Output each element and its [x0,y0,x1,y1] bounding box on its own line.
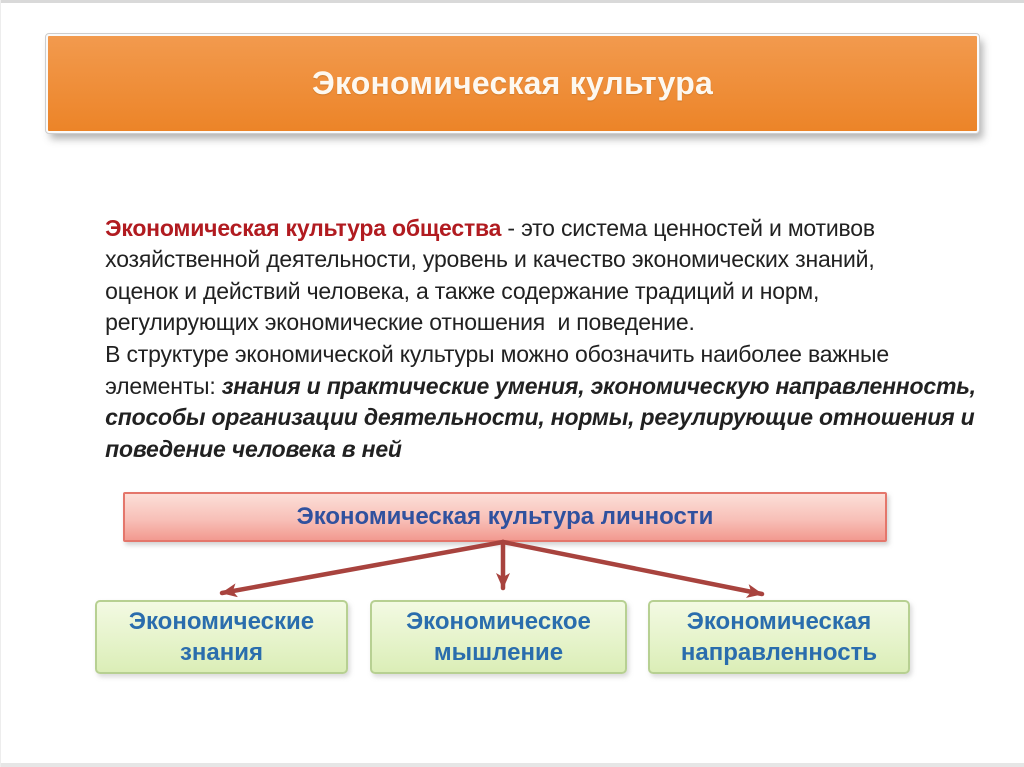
slide-title: Экономическая культура [312,65,713,101]
child-box-economic-orientation [648,600,910,674]
paragraph-line [68,181,1008,241]
arrow-to-knowledge-icon [222,542,503,593]
definition-term: Экономическая культура общества [105,214,502,241]
paragraph-text: - это система ценностей и мотивов [501,214,875,241]
root-box-label: Экономическая культура личности [296,503,714,530]
child-box-label-line: направленность [680,639,878,666]
child-box-label-line: мышление [433,639,564,666]
slide-left-edge [0,0,1,767]
paragraph-text: элементы: [105,372,222,399]
slide-top-edge [0,0,1024,3]
child-box-label-line: знания [179,639,264,666]
arrow-to-orientation-icon [503,542,762,594]
child-box-label-line: Экономическая [686,608,872,635]
child-box-economic-knowledge [95,600,348,674]
paragraph-text: оценок и действий человека, а также содержание традиций и норм, [105,277,820,304]
root-box-personal-economic-culture [123,492,887,542]
structure-elements-list: поведение человека в ней [105,435,402,462]
title-banner [46,34,979,133]
child-box-economic-thinking [370,600,627,674]
slide-bottom-edge [0,763,1024,767]
child-box-label-line: Экономическое [406,608,591,635]
structure-elements-list: способы организации деятельности, нормы, регулирующие отношения и [105,404,975,431]
structure-elements-list: знания и практические умения, экономическую направленность, [221,372,976,399]
paragraph-text: регулирующих экономические отношения и поведение. [105,309,695,336]
definition-paragraph [68,181,1008,462]
child-box-label-line: Экономические [128,608,315,635]
paragraph-text: хозяйственной деятельности, уровень и качество экономических знаний, [105,246,875,273]
paragraph-text: В структуре экономической культуры можно обозначить наиболее важные [105,340,889,367]
